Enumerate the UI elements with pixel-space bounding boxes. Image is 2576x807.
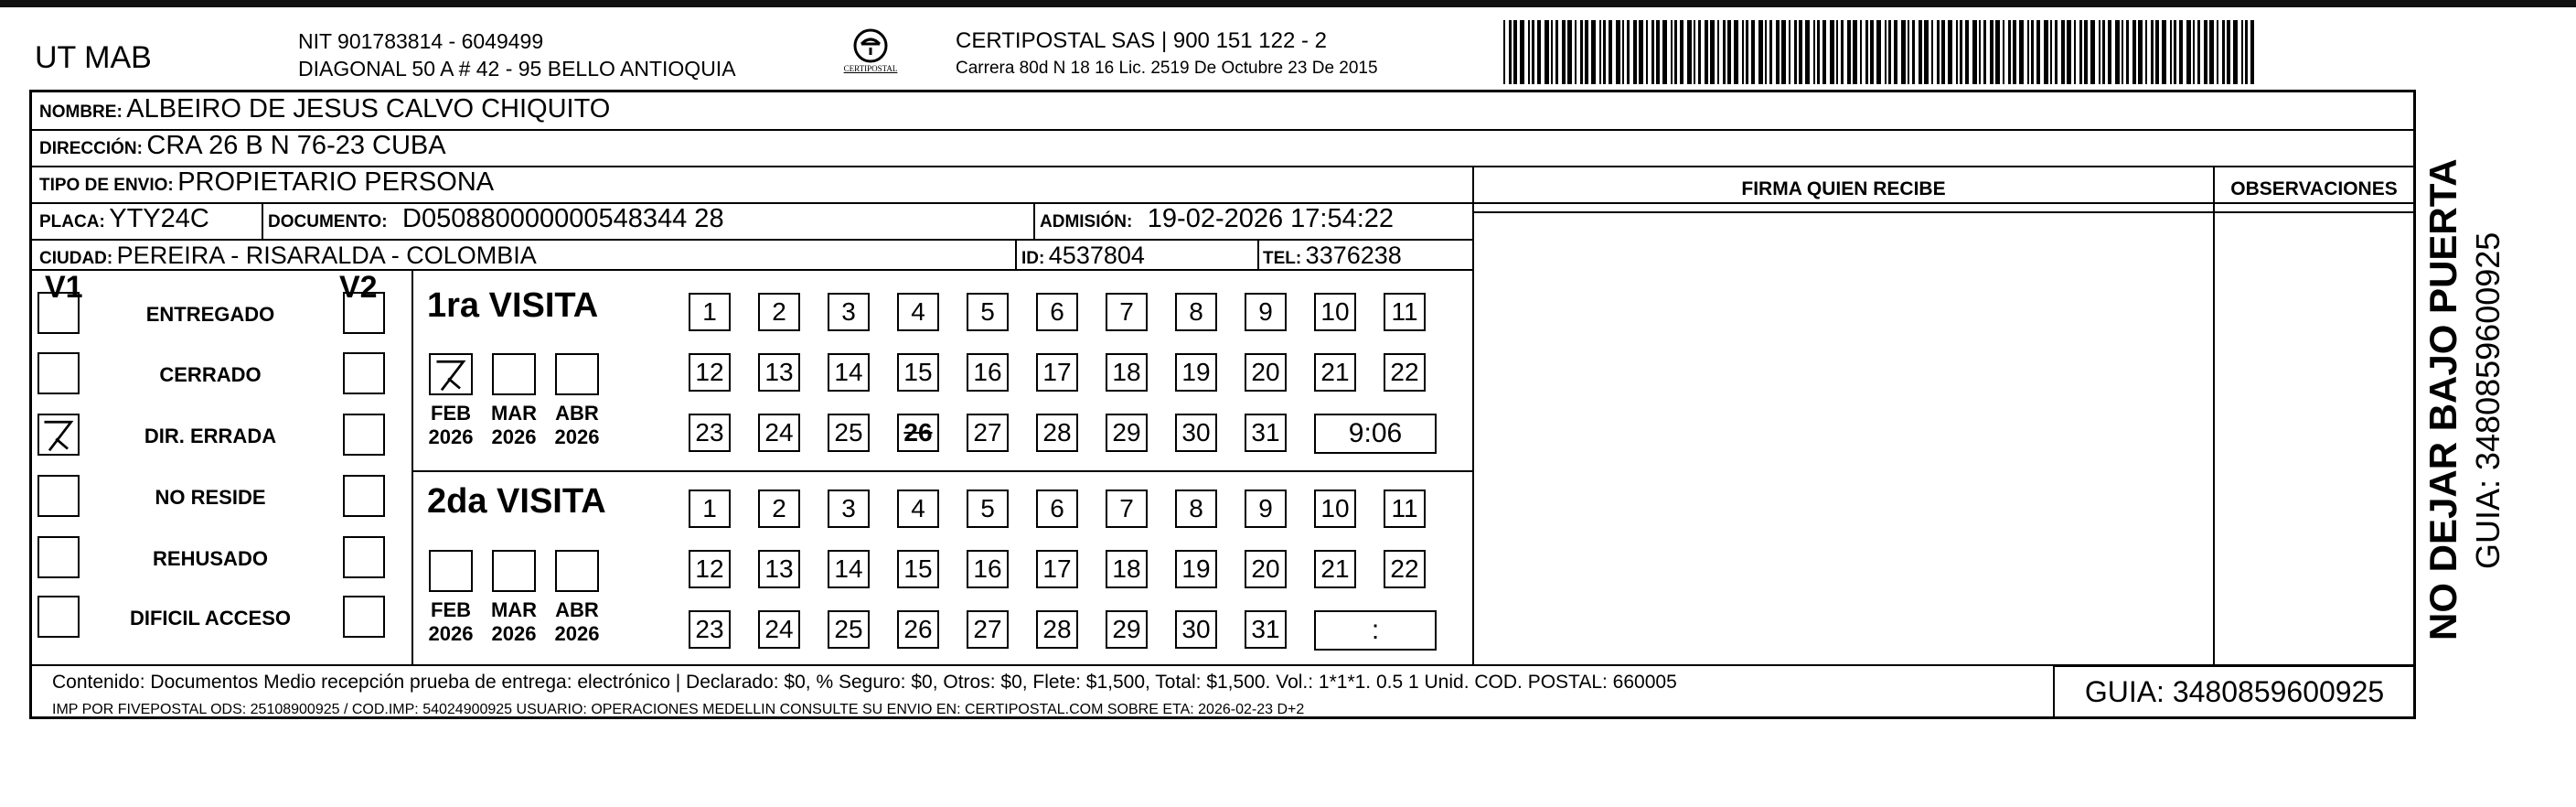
day-box[interactable]: 13	[758, 550, 800, 588]
day-box[interactable]: 23	[689, 414, 731, 452]
month-checkbox[interactable]	[492, 353, 536, 395]
day-box[interactable]: 12	[689, 353, 731, 392]
tel-row	[1263, 242, 1402, 270]
carrier-info	[956, 27, 1378, 82]
barcode-bar	[1908, 20, 1909, 84]
day-box[interactable]: 10	[1314, 293, 1356, 331]
month-label	[547, 598, 607, 646]
day-box[interactable]: 6	[1036, 293, 1078, 331]
barcode-bar	[2008, 20, 2011, 84]
barcode-bar	[1794, 20, 1797, 84]
v1-checkbox[interactable]	[37, 292, 80, 334]
barcode-bar	[2138, 20, 2143, 84]
barcode-bar	[2090, 20, 2095, 84]
month-year: 2026	[428, 622, 474, 645]
v2-checkbox[interactable]	[343, 536, 385, 578]
barcode-bar	[2217, 20, 2218, 84]
day-box[interactable]: 26	[897, 610, 939, 649]
day-box[interactable]: 5	[967, 490, 1009, 528]
barcode-bar	[1983, 20, 1986, 84]
barcode-bar	[1912, 20, 1915, 84]
day-box[interactable]: 25	[828, 610, 870, 649]
barcode-bar	[2079, 20, 2082, 84]
day-box[interactable]: 17	[1036, 353, 1078, 392]
barcode-bar	[2174, 20, 2176, 84]
v1-checkbox[interactable]	[37, 536, 80, 578]
day-box[interactable]: 14	[828, 550, 870, 588]
v1-header: V1	[45, 270, 83, 305]
v1-checkbox[interactable]	[37, 596, 80, 638]
barcode-bar	[2019, 20, 2024, 84]
barcode-bar	[1758, 20, 1763, 84]
status-option-label: DIFICIL ACCESO	[129, 607, 291, 629]
day-box[interactable]: 3	[828, 490, 870, 528]
day-box[interactable]: 29	[1106, 610, 1148, 649]
barcode-bar	[1746, 20, 1748, 84]
barcode-bar	[1979, 20, 1981, 84]
barcode-bar	[1960, 20, 1962, 84]
day-box[interactable]: 25	[828, 414, 870, 452]
day-box[interactable]: 14	[828, 353, 870, 392]
day-box[interactable]: 1	[689, 293, 731, 331]
day-box[interactable]: 23	[689, 610, 731, 649]
barcode-bar	[1627, 20, 1630, 84]
barcode-bar	[1532, 20, 1534, 84]
barcode-bar	[1528, 20, 1530, 84]
barcode-bar	[1956, 20, 1958, 84]
barcode-bar	[2155, 20, 2159, 84]
barcode-bar	[1789, 20, 1790, 84]
barcode-bar	[2115, 20, 2120, 84]
barcode-bar	[1717, 20, 1719, 84]
barcode-bar	[2050, 20, 2052, 84]
day-box[interactable]: 19	[1175, 550, 1217, 588]
month-checkbox[interactable]	[555, 550, 599, 592]
day-box[interactable]: 7	[1106, 293, 1148, 331]
barcode-bar	[1751, 20, 1755, 84]
barcode-bar	[1562, 20, 1566, 84]
nombre-value: ALBEIRO DE JESUS CALVO CHIQUITO	[126, 94, 611, 124]
day-box[interactable]: 22	[1384, 550, 1426, 588]
v2-checkbox[interactable]	[343, 352, 385, 394]
placa-value: YTY24C	[109, 204, 209, 233]
direccion-label: DIRECCIÓN:	[39, 139, 143, 158]
barcode-bar	[2108, 20, 2111, 84]
visit-time-box[interactable]: :	[1314, 610, 1437, 651]
month-name: MAR	[490, 598, 538, 621]
barcode-bar	[1580, 20, 1583, 84]
barcode-bar	[2044, 20, 2048, 84]
barcode-bar	[1622, 20, 1624, 84]
barcode-bar	[2193, 20, 2195, 84]
v2-checkbox[interactable]	[343, 292, 385, 334]
visit-time-box[interactable]: 9:06	[1314, 414, 1437, 454]
barcode-bar	[1616, 20, 1620, 84]
barcode-bar	[1931, 20, 1933, 84]
barcode-bar	[1674, 20, 1677, 84]
nombre-label: NOMBRE:	[39, 102, 123, 122]
barcode-bar	[1888, 20, 1891, 84]
day-box[interactable]: 9	[1245, 293, 1287, 331]
barcode-bar	[1847, 20, 1851, 84]
month-year: 2026	[428, 425, 474, 448]
ciudad-label: CIUDAD:	[39, 249, 113, 268]
month-label	[484, 598, 544, 646]
barcode-bar	[1765, 20, 1767, 84]
barcode-bar	[1671, 20, 1673, 84]
nombre-row	[39, 94, 610, 124]
v1-checkbox[interactable]	[37, 352, 80, 394]
day-box[interactable]: 7	[1106, 490, 1148, 528]
month-name: FEB	[431, 402, 471, 425]
barcode-bar	[2145, 20, 2147, 84]
barcode-bar	[2126, 20, 2129, 84]
day-box[interactable]: 28	[1036, 610, 1078, 649]
barcode-bar	[1941, 20, 1945, 84]
day-box[interactable]: 21	[1314, 550, 1356, 588]
barcode-bar	[2122, 20, 2123, 84]
month-label	[484, 402, 544, 449]
barcode-bar	[1799, 20, 1802, 84]
day-box[interactable]: 18	[1106, 353, 1148, 392]
v1-checkbox[interactable]	[37, 475, 80, 517]
barcode-bar	[1694, 20, 1695, 84]
day-box[interactable]: 12	[689, 550, 731, 588]
day-box[interactable]: 3	[828, 293, 870, 331]
barcode-bar	[2099, 20, 2100, 84]
barcode-bar	[2074, 20, 2076, 84]
barcode-bar	[1894, 20, 1897, 84]
barcode-bar	[1503, 20, 1505, 84]
barcode-bar	[1599, 20, 1601, 84]
barcode-bar	[1585, 20, 1588, 84]
barcode-bar	[1776, 20, 1780, 84]
firma-column-title: FIRMA QUIEN RECIBE	[1741, 178, 1946, 199]
month-label	[547, 402, 607, 449]
barcode-bar	[1662, 20, 1667, 84]
month-name: FEB	[431, 598, 471, 621]
v2-checkbox[interactable]	[343, 475, 385, 517]
barcode-bar	[1727, 20, 1731, 84]
barcode-bar	[1876, 20, 1881, 84]
admision-label: ADMISIÓN:	[1040, 212, 1133, 231]
barcode-bar	[2170, 20, 2172, 84]
month-name: ABR	[555, 402, 599, 425]
barcode-bar	[2031, 20, 2034, 84]
tel-value: 3376238	[1305, 242, 1402, 269]
day-box[interactable]: 8	[1175, 490, 1217, 528]
barcode-bar	[2003, 20, 2004, 84]
barcode-bar	[1822, 20, 1826, 84]
barcode-bar	[2204, 20, 2207, 84]
signature-area[interactable]	[1474, 213, 2213, 664]
day-box[interactable]: 4	[897, 293, 939, 331]
admision-row	[1040, 204, 1394, 234]
barcode-bar	[1948, 20, 1952, 84]
observaciones-column-title: OBSERVACIONES	[2230, 178, 2398, 199]
day-box[interactable]: 30	[1175, 610, 1217, 649]
day-box[interactable]: 29	[1106, 414, 1148, 452]
admision-value: 19-02-2026 17:54:22	[1147, 204, 1395, 233]
day-box[interactable]: 21	[1314, 353, 1356, 392]
day-box[interactable]: 16	[967, 550, 1009, 588]
tipo-row	[39, 167, 494, 198]
id-row	[1021, 242, 1145, 270]
month-checkbox[interactable]	[429, 550, 473, 592]
documento-row	[268, 204, 724, 234]
top-edge-bar	[0, 0, 2576, 7]
day-box[interactable]: 20	[1245, 550, 1287, 588]
barcode-bar	[1609, 20, 1612, 84]
barcode-bar	[1965, 20, 1969, 84]
barcode-bar	[2027, 20, 2029, 84]
month-year: 2026	[554, 622, 600, 645]
ciudad-value: PEREIRA - RISARALDA - COLOMBIA	[116, 242, 537, 269]
barcode-bar	[1513, 20, 1517, 84]
barcode-bar	[2067, 20, 2071, 84]
barcode-bar	[1551, 20, 1553, 84]
month-year: 2026	[491, 622, 537, 645]
v1-checkbox[interactable]	[37, 414, 80, 456]
barcode-bar	[2162, 20, 2166, 84]
day-box[interactable]: 6	[1036, 490, 1078, 528]
barcode-bar	[1990, 20, 1993, 84]
status-option-label: ENTREGADO	[145, 303, 275, 326]
day-box[interactable]: 19	[1175, 353, 1217, 392]
barcode-bar	[1509, 20, 1512, 84]
barcode-bar	[1575, 20, 1577, 84]
v2-checkbox[interactable]	[343, 596, 385, 638]
month-checkbox[interactable]	[429, 353, 473, 395]
day-box[interactable]: 24	[758, 610, 800, 649]
direccion-row	[39, 131, 446, 161]
barcode-bar	[1705, 20, 1708, 84]
barcode-bar	[2151, 20, 2154, 84]
tipo-label: TIPO DE ENVIO:	[39, 176, 174, 195]
day-box[interactable]: 24	[758, 414, 800, 452]
barcode-bar	[1830, 20, 1834, 84]
barcode-bar	[2179, 20, 2183, 84]
guia-number-box: GUIA: 3480859600925	[2053, 665, 2416, 719]
id-label: ID:	[1021, 249, 1045, 268]
sender-name: UT MAB	[35, 40, 152, 75]
day-box[interactable]: 10	[1314, 490, 1356, 528]
ciudad-row	[39, 242, 537, 270]
carrier-name: CERTIPOSTAL SAS | 900 151 122 - 2	[956, 28, 1327, 53]
day-box[interactable]: 31	[1245, 610, 1287, 649]
barcode-bar	[2241, 20, 2243, 84]
barcode-bar	[1687, 20, 1692, 84]
day-box[interactable]: 30	[1175, 414, 1217, 452]
barcode-bar	[1656, 20, 1660, 84]
barcode-bar	[1919, 20, 1922, 84]
side-guia: GUIA: 3480859600925	[2469, 231, 2507, 569]
day-box[interactable]: 17	[1036, 550, 1078, 588]
sender-info	[298, 27, 736, 82]
barcode-bar	[1591, 20, 1596, 84]
day-box[interactable]: 5	[967, 293, 1009, 331]
visit1-title: 1ra VISITA	[427, 286, 599, 325]
barcode-bar	[1698, 20, 1701, 84]
barcode-bar	[1723, 20, 1726, 84]
barcode-bar	[2132, 20, 2136, 84]
content-summary: Contenido: Documentos Medio recepción prueba de entrega: electrónico | Declarado: $0, % Seguro: $0, Otros: $0, Flete: $1,500, Total: $1,500. Vol.: 1*1*1. 0.5 1 Unid. COD. POSTAL: 660005	[52, 672, 1677, 693]
barcode-bar	[2227, 20, 2230, 84]
barcode-bar	[1603, 20, 1606, 84]
barcode-bar	[1639, 20, 1643, 84]
sender-address: DIAGONAL 50 A # 42 - 95 BELLO ANTIOQUIA	[298, 57, 736, 81]
month-checkbox[interactable]	[555, 353, 599, 395]
barcode-bar	[1567, 20, 1572, 84]
barcode-bar	[1924, 20, 1929, 84]
sender-nit: NIT 901783814 - 6049499	[298, 29, 544, 53]
barcode-bar	[1860, 20, 1862, 84]
observations-area[interactable]	[2215, 213, 2413, 664]
barcode-bar	[1742, 20, 1744, 84]
day-box[interactable]: 1	[689, 490, 731, 528]
barcode-bar	[1813, 20, 1815, 84]
v2-header: V2	[339, 270, 378, 305]
barcode-bar	[1781, 20, 1786, 84]
documento-label: DOCUMENTO:	[268, 212, 388, 231]
status-option-label: CERRADO	[159, 363, 262, 386]
documento-value: D050880000000548344 28	[402, 204, 724, 233]
tipo-value: PROPIETARIO PERSONA	[177, 167, 495, 197]
day-box[interactable]: 22	[1384, 353, 1426, 392]
barcode-bar	[2186, 20, 2191, 84]
day-box[interactable]: 31	[1245, 414, 1287, 452]
barcode-bar	[2233, 20, 2238, 84]
barcode-bar	[2197, 20, 2200, 84]
logo-label: CERTIPOSTAL	[843, 64, 898, 73]
day-box[interactable]: 20	[1245, 353, 1287, 392]
barcode-bar	[1937, 20, 1940, 84]
direccion-value: CRA 26 B N 76-23 CUBA	[146, 131, 446, 160]
barcode-bar	[2245, 20, 2248, 84]
day-box[interactable]: 11	[1384, 293, 1426, 331]
no-dejar-warning: NO DEJAR BAJO PUERTA	[2421, 158, 2464, 640]
barcode-bar	[2061, 20, 2065, 84]
barcode-bar	[1769, 20, 1772, 84]
day-box[interactable]: 28	[1036, 414, 1078, 452]
status-option-label: DIR. ERRADA	[144, 425, 277, 447]
barcode-bar	[1885, 20, 1887, 84]
barcode-bar	[1972, 20, 1977, 84]
barcode	[1503, 20, 2255, 84]
carrier-license: Carrera 80d N 18 16 Lic. 2519 De Octubre 23 De 2015	[956, 59, 1378, 78]
print-info: IMP POR FIVEPOSTAL ODS: 25108900925 / COD.IMP: 54024900925 USUARIO: OPERACIONES MEDELLIN CONSULTE SU ENVIO EN: CERTIPOSTAL.COM SOBRE ETA: 2026-02-23 D+2	[52, 702, 1305, 717]
barcode-bar	[2250, 20, 2254, 84]
month-checkbox[interactable]	[492, 550, 536, 592]
barcode-bar	[2222, 20, 2225, 84]
month-name: MAR	[490, 402, 538, 425]
placa-row	[39, 204, 209, 234]
day-box[interactable]: 18	[1106, 550, 1148, 588]
day-box[interactable]: 27	[967, 414, 1009, 452]
barcode-bar	[1865, 20, 1868, 84]
day-box[interactable]: 2	[758, 490, 800, 528]
barcode-bar	[1995, 20, 2000, 84]
barcode-bar	[1841, 20, 1844, 84]
placa-label: PLACA:	[39, 212, 105, 231]
barcode-bar	[2102, 20, 2105, 84]
barcode-bar	[1555, 20, 1558, 84]
barcode-bar	[2209, 20, 2214, 84]
day-box[interactable]: 16	[967, 353, 1009, 392]
barcode-bar	[1853, 20, 1857, 84]
id-value: 4537804	[1048, 242, 1145, 269]
month-year: 2026	[554, 425, 600, 448]
barcode-bar	[2013, 20, 2016, 84]
barcode-bar	[1651, 20, 1654, 84]
month-label	[421, 402, 481, 449]
barcode-bar	[2055, 20, 2058, 84]
barcode-bar	[1817, 20, 1820, 84]
barcode-bar	[1520, 20, 1524, 84]
day-box[interactable]: 15	[897, 550, 939, 588]
barcode-bar	[1680, 20, 1683, 84]
day-box[interactable]: 8	[1175, 293, 1217, 331]
barcode-bar	[1545, 20, 1549, 84]
barcode-bar	[1633, 20, 1637, 84]
month-name: ABR	[555, 598, 599, 621]
day-box[interactable]: 4	[897, 490, 939, 528]
day-box[interactable]: 11	[1384, 490, 1426, 528]
barcode-bar	[1805, 20, 1810, 84]
visit2-title: 2da VISITA	[427, 482, 606, 521]
day-box[interactable]: 27	[967, 610, 1009, 649]
day-box[interactable]: 9	[1245, 490, 1287, 528]
day-box[interactable]: 2	[758, 293, 800, 331]
barcode-bar	[1734, 20, 1738, 84]
barcode-bar	[1646, 20, 1648, 84]
day-box[interactable]: 13	[758, 353, 800, 392]
barcode-bar	[2036, 20, 2040, 84]
v2-checkbox[interactable]	[343, 414, 385, 456]
barcode-bar	[1710, 20, 1715, 84]
day-box[interactable]: 15	[897, 353, 939, 392]
barcode-bar	[2084, 20, 2088, 84]
barcode-bar	[1836, 20, 1838, 84]
day-box[interactable]: 26	[897, 414, 939, 452]
status-option-label: NO RESIDE	[155, 486, 266, 509]
month-year: 2026	[491, 425, 537, 448]
month-label	[421, 598, 481, 646]
status-option-label: REHUSADO	[153, 547, 268, 570]
barcode-bar	[1870, 20, 1874, 84]
tel-label: TEL:	[1263, 249, 1302, 268]
barcode-bar	[1537, 20, 1541, 84]
delivery-form	[29, 90, 2416, 719]
barcode-bar	[1901, 20, 1906, 84]
